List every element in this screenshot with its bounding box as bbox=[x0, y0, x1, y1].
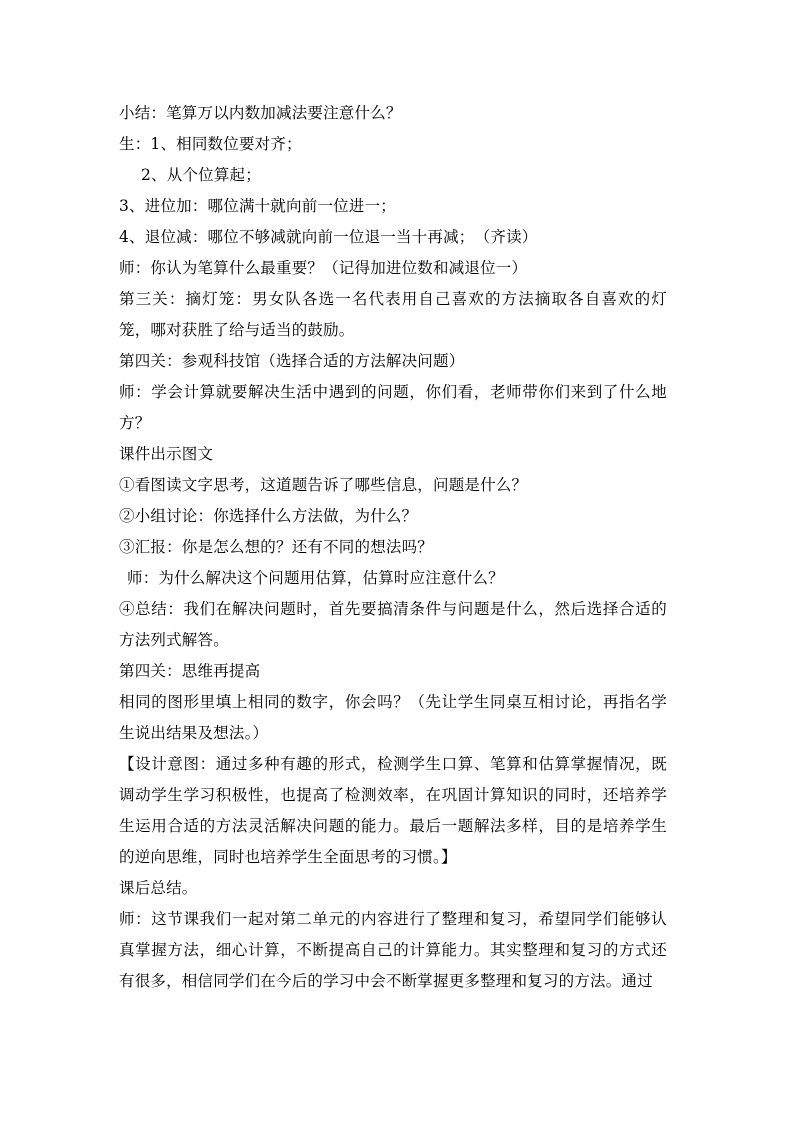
teacher-closing: 师：这节课我们一起对第二单元的内容进行了整理和复习，希望同学们能够认真掌握方法，细心计算，不断提高自己的计算能力。其实整理和复习的方式还有很多，相信同学们在今后的学习中会不断掌握更多整理和复习的方法。通过 bbox=[119, 910, 667, 990]
student-answer-2: 2、从个位算起； bbox=[141, 166, 261, 184]
teacher-question-important: 师：你认为笔算什么最重要？（记得加进位数和减退位一） bbox=[119, 259, 528, 277]
step-1-read: ①看图读文字思考，这道题告诉了哪些信息，问题是什么？ bbox=[119, 476, 528, 494]
teacher-estimation-question: 师：为什么解决这个问题用估算，估算时应注意什么？ bbox=[127, 569, 504, 587]
level-three-lanterns: 第三关：摘灯笼：男女队各选一名代表用自己喜欢的方法摘取各自喜欢的灯笼，哪对获胜了给与适当的鼓励。 bbox=[119, 290, 667, 339]
same-shape-same-number: 相同的图形里填上相同的数字，你会吗？（先让学生同桌互相讨论，再指名学生说出结果及想法。） bbox=[119, 693, 667, 742]
level-four-science-museum: 第四关：参观科技馆（选择合适的方法解决问题） bbox=[119, 352, 465, 370]
summary-question: 小结：笔算万以内数加减法要注意什么？ bbox=[119, 104, 402, 122]
after-class-summary: 课后总结。 bbox=[119, 879, 198, 897]
student-answer-3: 3、进位加：哪位满十就向前一位进一； bbox=[119, 197, 396, 215]
step-4-summary: ④总结：我们在解决问题时，首先要搞清条件与问题是什么，然后选择合适的方法列式解答。 bbox=[119, 600, 667, 649]
design-intent: 【设计意图：通过多种有趣的形式，检测学生口算、笔算和估算掌握情况，既调动学生学习积极性，也提高了检测效率，在巩固计算知识的同时，还培养学生运用合适的方法灵活解决问题的能力。最后一题解法多样，目的是培养学生的逆向思维，同时也培养学生全面思考的习惯。】 bbox=[119, 755, 667, 866]
student-answer-4: 4、退位减：哪位不够减就向前一位退一当十再减； （齐读） bbox=[119, 228, 538, 246]
document-body bbox=[119, 98, 667, 997]
courseware-show: 课件出示图文 bbox=[119, 445, 214, 463]
teacher-life-problem: 师：学会计算就要解决生活中遇到的问题，你们看，老师带你们来到了什么地方？ bbox=[119, 383, 667, 432]
step-3-report: ③汇报：你是怎么想的？还有不同的想法吗？ bbox=[119, 538, 434, 556]
student-answer-1: 生：1、相同数位要对齐； bbox=[119, 135, 302, 153]
step-2-discuss: ②小组讨论：你选择什么方法做，为什么？ bbox=[119, 507, 418, 525]
level-four-thinking: 第四关：思维再提高 bbox=[119, 662, 261, 680]
